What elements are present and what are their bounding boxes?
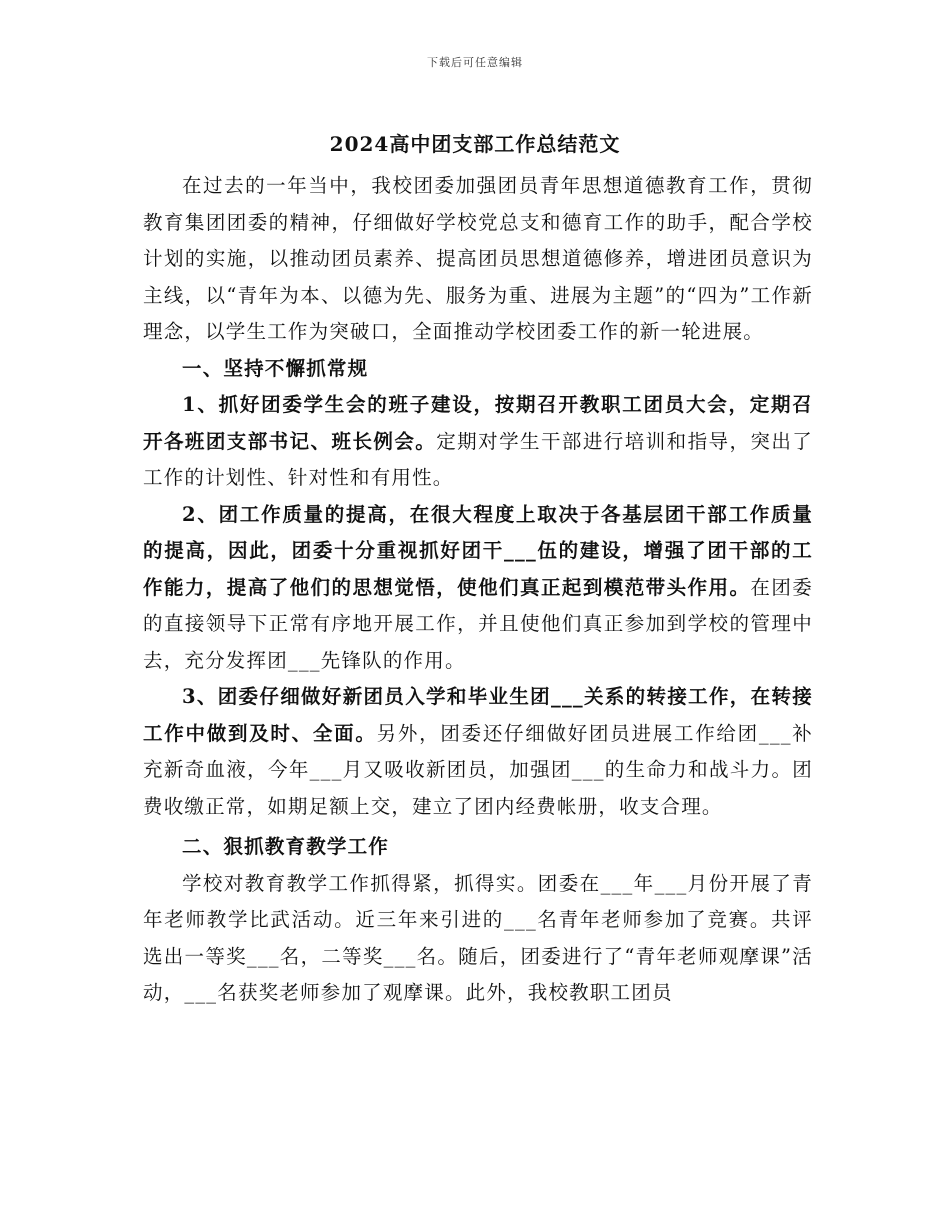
document-body [143,168,813,1012]
intro-paragraph: 在过去的一年当中，我校团委加强团员青年思想道德教育工作，贯彻教育集团团委的精神，仔细做好学校党总支和德育工作的助手，配合学校计划的实施，以推动团员素养、提高团员思想道德修养，增进团员意识为主线，以“青年为本、以德为先、服务为重、进展为主题”的“四为”工作新理念，以学生工作为突破口，全面推动学校团委工作的新一轮进展。 [143,174,813,343]
item-1-bold-text: 1、抓好团委学生会的班子建设，按期召开教职工团员大会，定期召开各班团支部书记、班长例会。 [143,393,813,453]
item-1-text: 定期对学生干部进行培训和指导，突出了工作的计划性、针对性和有用性。 [143,429,813,489]
item-3-text: 另外，团委还仔细做好团员进展工作给团___补充新奇血液，今年___月又吸收新团员，加强团___的生命力和战斗力。团费收缴正常，如期足额上交，建立了团内经费帐册，收支合理。 [143,721,813,818]
item-2-paragraph [143,497,813,680]
section-heading-2: 二、狠抓教育教学工作 [182,835,390,858]
document-title: 2024高中团支部工作总结范文 [329,132,621,156]
item-1-paragraph [143,387,813,497]
section-2-paragraph: 学校对教育教学工作抓得紧，抓得实。团委在___年___月份开展了青年老师教学比武活动。近三年来引进的___名青年老师参加了竞赛。共评选出一等奖___名，二等奖___名。随后，团委进行了“青年老师观摩课”活动，___名获奖老师参加了观摩课。此外，我校教职工团员 [143,871,813,1004]
header-note: 下载后可任意编辑 [427,56,523,69]
section-heading-1: 一、坚持不懈抓常规 [182,356,369,380]
item-2-bold-text: 2、团工作质量的提高，在很大程度上取决于各基层团干部工作质量的提高，因此，团委十分重视抓好团干___伍的建设，增强了团干部的工作能力，提高了他们的思想觉悟，使他们真正起到模范带头作用。 [143,502,813,599]
item-3-paragraph [143,679,813,825]
item-2-text: 在团委的直接领导下正常有序地开展工作，并且使他们真正参加到学校的管理中去，充分发挥团___先锋队的作用。 [143,575,813,672]
item-3-bold-text: 3、团委仔细做好新团员入学和毕业生团___关系的转接工作，在转接工作中做到及时、全面。 [143,685,813,745]
